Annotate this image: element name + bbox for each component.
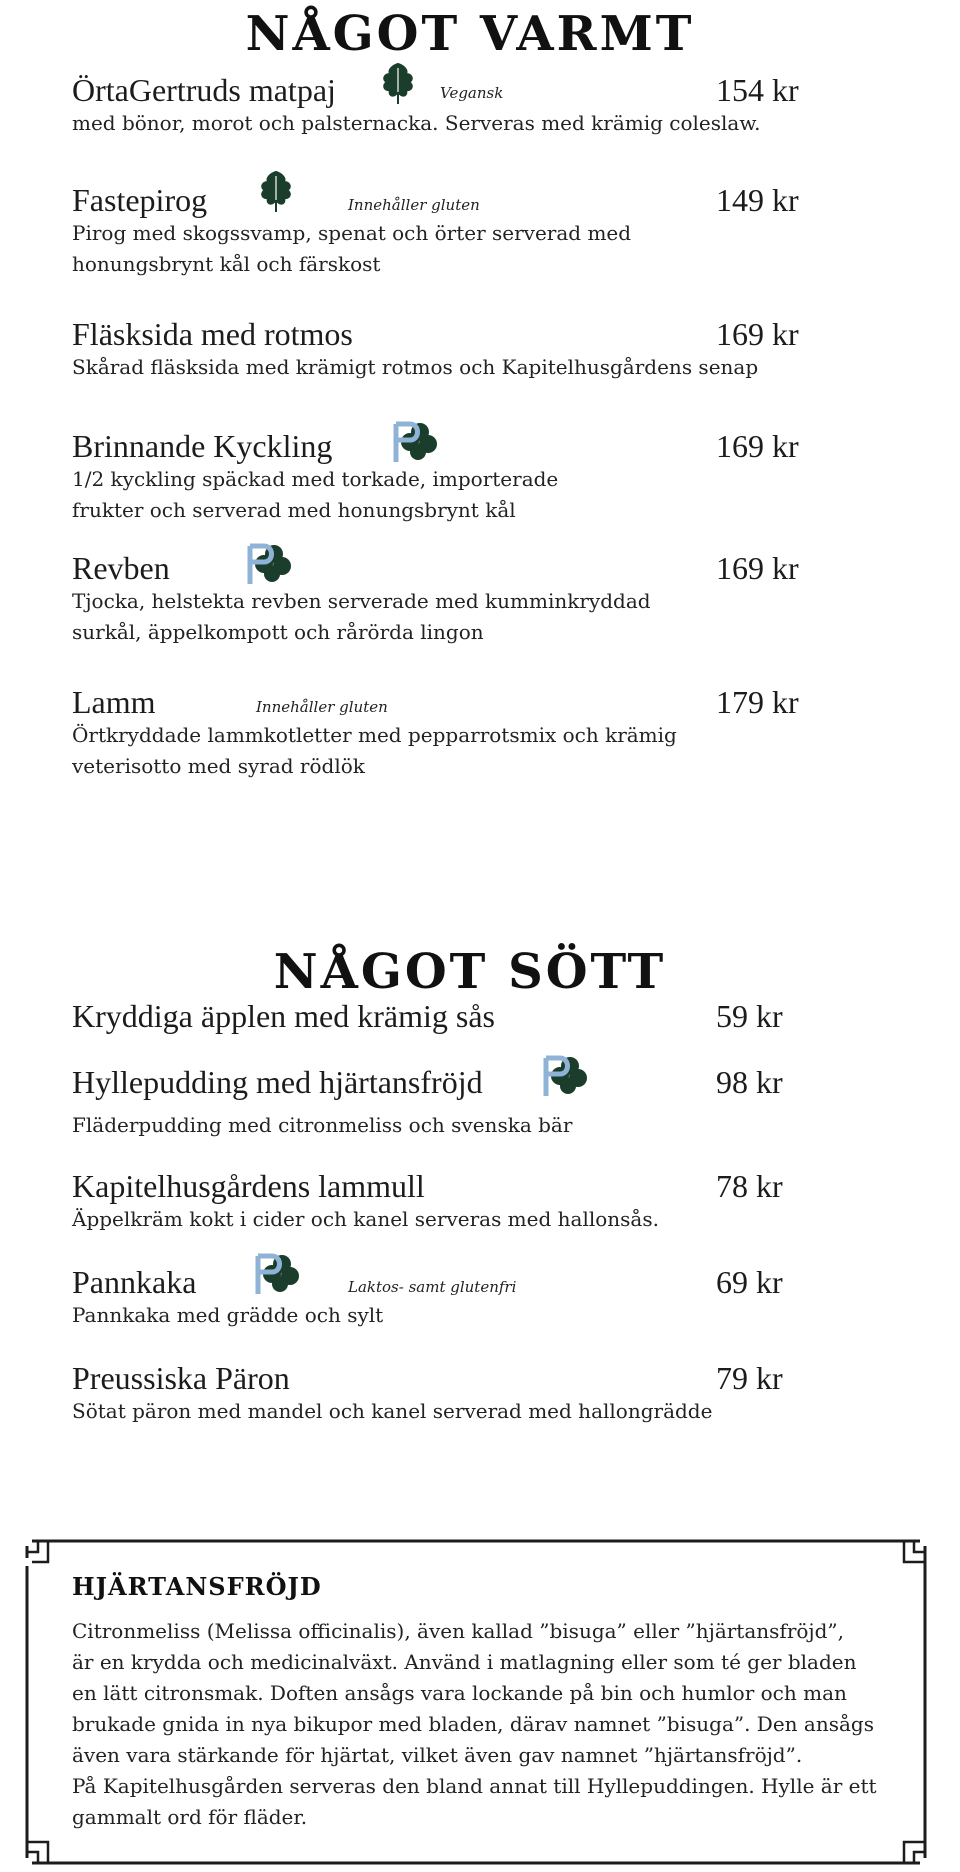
item-name: Hyllepudding med hjärtansfröjd bbox=[72, 1064, 483, 1100]
info-line: är en krydda och medicinalväxt. Använd i matlagning eller som té ger bladen bbox=[72, 1650, 857, 1674]
item-note: Laktos- samt glutenfri bbox=[348, 1278, 517, 1296]
p-clover-icon bbox=[540, 1052, 588, 1098]
item-description: Tjocka, helstekta revben serverade med kumminkryddad surkål, äppelkompott och rårörda lingon bbox=[72, 589, 651, 644]
info-line: även vara stärkande för hjärtat, vilket även gav namnet ”hjärtansfröjd”. bbox=[72, 1743, 803, 1767]
oak-leaf-icon bbox=[378, 60, 418, 106]
info-line: brukade gnida in nya bikupor med bladen, därav namnet ”bisuga”. Den ansågs bbox=[72, 1712, 874, 1736]
item-price: 78 kr bbox=[716, 1168, 783, 1204]
item-description: Sötat päron med mandel och kanel serverad med hallongrädde bbox=[72, 1399, 713, 1423]
p-clover-icon bbox=[244, 540, 292, 586]
item-name: Brinnande Kyckling bbox=[72, 428, 333, 464]
item-description: Pirog med skogssvamp, spenat och örter serverad med honungsbrynt kål och färskost bbox=[72, 221, 632, 276]
item-description: Äppelkräm kokt i cider och kanel serveras med hallonsås. bbox=[72, 1207, 659, 1231]
item-description: med bönor, morot och palsternacka. Serveras med krämig coleslaw. bbox=[72, 111, 761, 135]
item-description: Örtkryddade lammkotletter med pepparrotsmix och krämig veterisotto med syrad rödlök bbox=[72, 723, 677, 778]
item-description: 1/2 kyckling späckad med torkade, importerade frukter och serverad med honungsbrynt kål bbox=[72, 467, 559, 522]
item-note: Innehåller gluten bbox=[348, 196, 480, 214]
section-title-varmt: NÅGOT VARMT bbox=[245, 6, 695, 62]
oak-leaf-icon bbox=[256, 168, 296, 214]
item-description: Skårad fläsksida med krämigt rotmos och Kapitelhusgårdens senap bbox=[72, 355, 759, 379]
item-price: 169 kr bbox=[716, 316, 799, 352]
info-box bbox=[24, 1538, 928, 1866]
item-name: Fläsksida med rotmos bbox=[72, 316, 353, 352]
item-note: Innehåller gluten bbox=[256, 698, 388, 716]
item-price: 59 kr bbox=[716, 998, 783, 1034]
item-price: 154 kr bbox=[716, 72, 799, 108]
item-name: Revben bbox=[72, 550, 170, 586]
item-price: 169 kr bbox=[716, 428, 799, 464]
item-note: Vegansk bbox=[440, 84, 504, 102]
item-price: 149 kr bbox=[716, 182, 799, 218]
item-name: ÖrtaGertruds matpaj bbox=[72, 72, 336, 108]
item-name: Preussiska Päron bbox=[72, 1360, 290, 1396]
item-name: Lamm bbox=[72, 684, 156, 720]
info-line: På Kapitelhusgården serveras den bland annat till Hyllepuddingen. Hylle är ett bbox=[72, 1774, 877, 1798]
info-title: HJÄRTANSFRÖJD bbox=[72, 1572, 322, 1601]
p-clover-icon bbox=[390, 418, 438, 464]
item-price: 79 kr bbox=[716, 1360, 783, 1396]
item-name: Fastepirog bbox=[72, 182, 208, 218]
section-title-sott: NÅGOT SÖTT bbox=[273, 944, 667, 1000]
item-description: Fläderpudding med citronmeliss och svenska bär bbox=[72, 1113, 573, 1137]
item-name: Kryddiga äpplen med krämig sås bbox=[72, 998, 495, 1034]
info-line: gammalt ord för fläder. bbox=[72, 1805, 308, 1829]
item-price: 69 kr bbox=[716, 1264, 783, 1300]
info-text bbox=[72, 1616, 902, 1833]
item-description: Pannkaka med grädde och sylt bbox=[72, 1303, 384, 1327]
info-line: en lätt citronsmak. Doften ansågs vara lockande på bin och humlor och man bbox=[72, 1681, 847, 1705]
item-price: 179 kr bbox=[716, 684, 799, 720]
item-price: 169 kr bbox=[716, 550, 799, 586]
item-price: 98 kr bbox=[716, 1064, 783, 1100]
p-clover-icon bbox=[252, 1250, 300, 1296]
item-name: Pannkaka bbox=[72, 1264, 197, 1300]
item-name: Kapitelhusgårdens lammull bbox=[72, 1168, 425, 1204]
info-line: Citronmeliss (Melissa officinalis), även kallad ”bisuga” eller ”hjärtansfröjd”, bbox=[72, 1619, 845, 1643]
